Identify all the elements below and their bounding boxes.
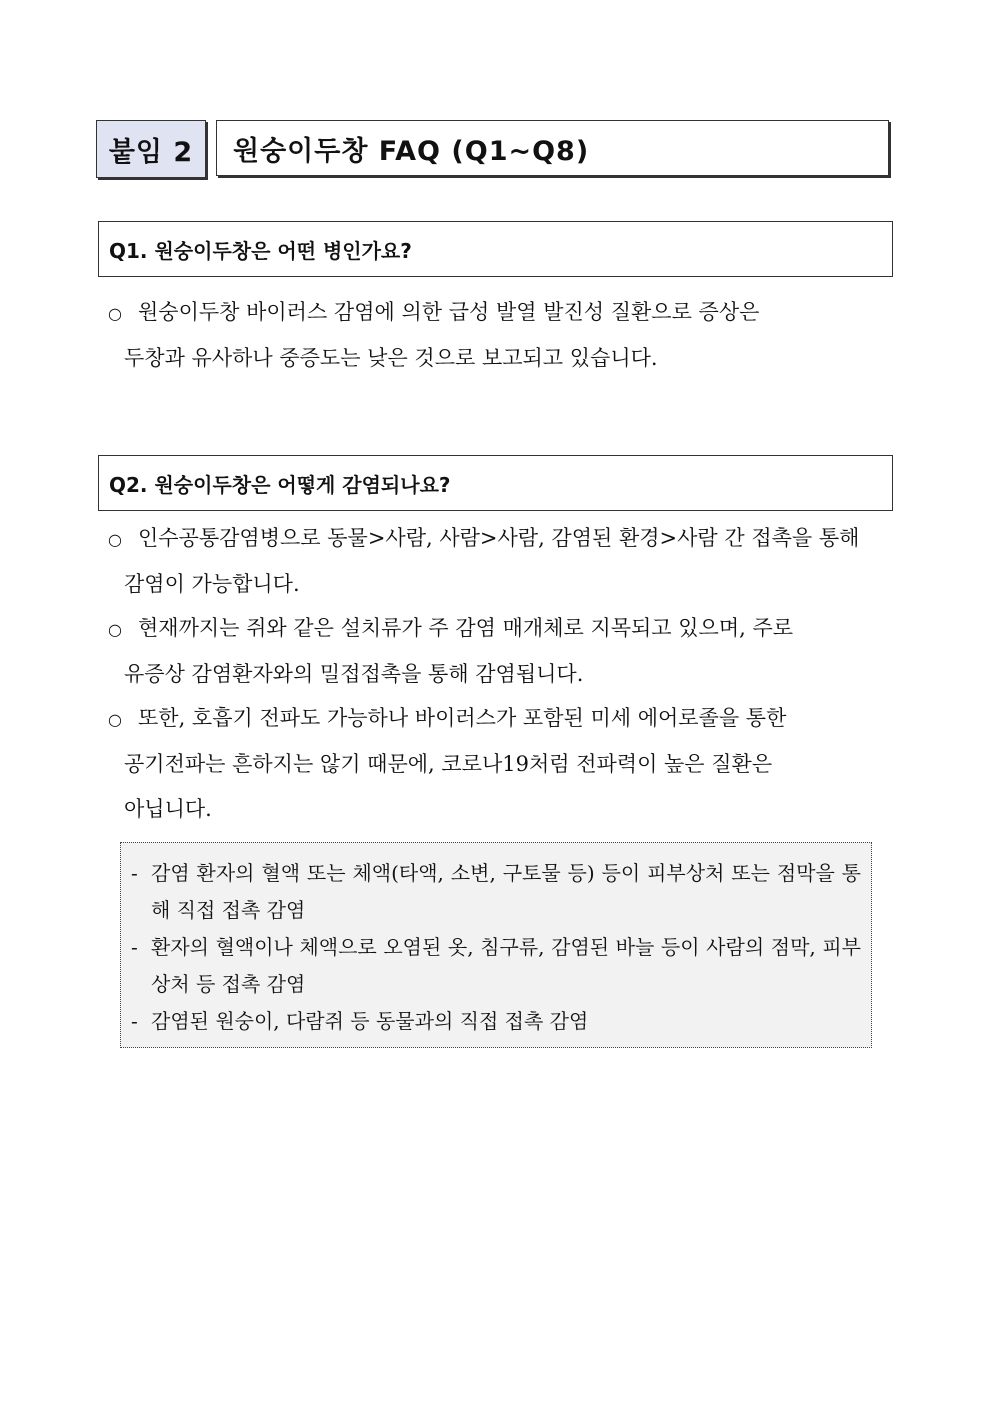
answer-line: 인수공통감염병으로 동물>사람, 사람>사람, 감염된 환경>사람 간 접촉을 통해 — [138, 526, 860, 550]
answer-line: 아닙니다. — [124, 797, 212, 821]
question-1-heading: Q1. 원숭이두창은 어떤 병인가요? — [98, 221, 893, 277]
note-item — [131, 1003, 861, 1040]
bullet-icon: ○ — [108, 620, 122, 639]
bullet-icon: ○ — [108, 304, 122, 323]
question-2-answer-3 — [108, 696, 898, 832]
document-title: 원숭이두창 FAQ (Q1~Q8) — [216, 120, 889, 176]
answer-line: 두창과 유사하나 중증도는 낮은 것으로 보고되고 있습니다. — [124, 346, 658, 370]
answer-line: 원숭이두창 바이러스 감염에 의한 급성 발열 발진성 질환으로 증상은 — [138, 300, 760, 324]
question-1-answer-1 — [108, 290, 898, 381]
note-text: 감염된 원숭이, 다람쥐 등 동물과의 직접 접촉 감염 — [151, 1009, 589, 1033]
answer-line: 유증상 감염환자와의 밀접접촉을 통해 감염됩니다. — [124, 662, 584, 686]
dash-bullet: - — [131, 861, 138, 885]
note-item — [131, 855, 861, 929]
answer-line: 또한, 호흡기 전파도 가능하나 바이러스가 포함된 미세 에어로졸을 통한 — [138, 706, 787, 730]
attachment-tag: 붙임 2 — [96, 120, 206, 178]
infection-route-note-box — [120, 842, 872, 1048]
note-item — [131, 929, 861, 1003]
bullet-icon: ○ — [108, 710, 122, 729]
answer-line: 감염이 가능합니다. — [124, 572, 300, 596]
bullet-icon: ○ — [108, 530, 122, 549]
note-text: 환자의 혈액이나 체액으로 오염된 옷, 침구류, 감염된 바늘 등이 사람의 점막, 피부 상처 등 접촉 감염 — [151, 935, 861, 996]
dash-bullet: - — [131, 935, 138, 959]
dash-bullet: - — [131, 1009, 138, 1033]
question-2-answer-1 — [108, 516, 898, 607]
answer-line: 공기전파는 흔하지는 않기 때문에, 코로나19처럼 전파력이 높은 질환은 — [124, 752, 773, 776]
question-2-heading: Q2. 원숭이두창은 어떻게 감염되나요? — [98, 455, 893, 511]
question-2-answer-2 — [108, 606, 898, 697]
note-text: 감염 환자의 혈액 또는 체액(타액, 소변, 구토물 등) 등이 피부상처 또는 점막을 통해 직접 접촉 감염 — [151, 861, 861, 922]
answer-line: 현재까지는 쥐와 같은 설치류가 주 감염 매개체로 지목되고 있으며, 주로 — [138, 616, 794, 640]
